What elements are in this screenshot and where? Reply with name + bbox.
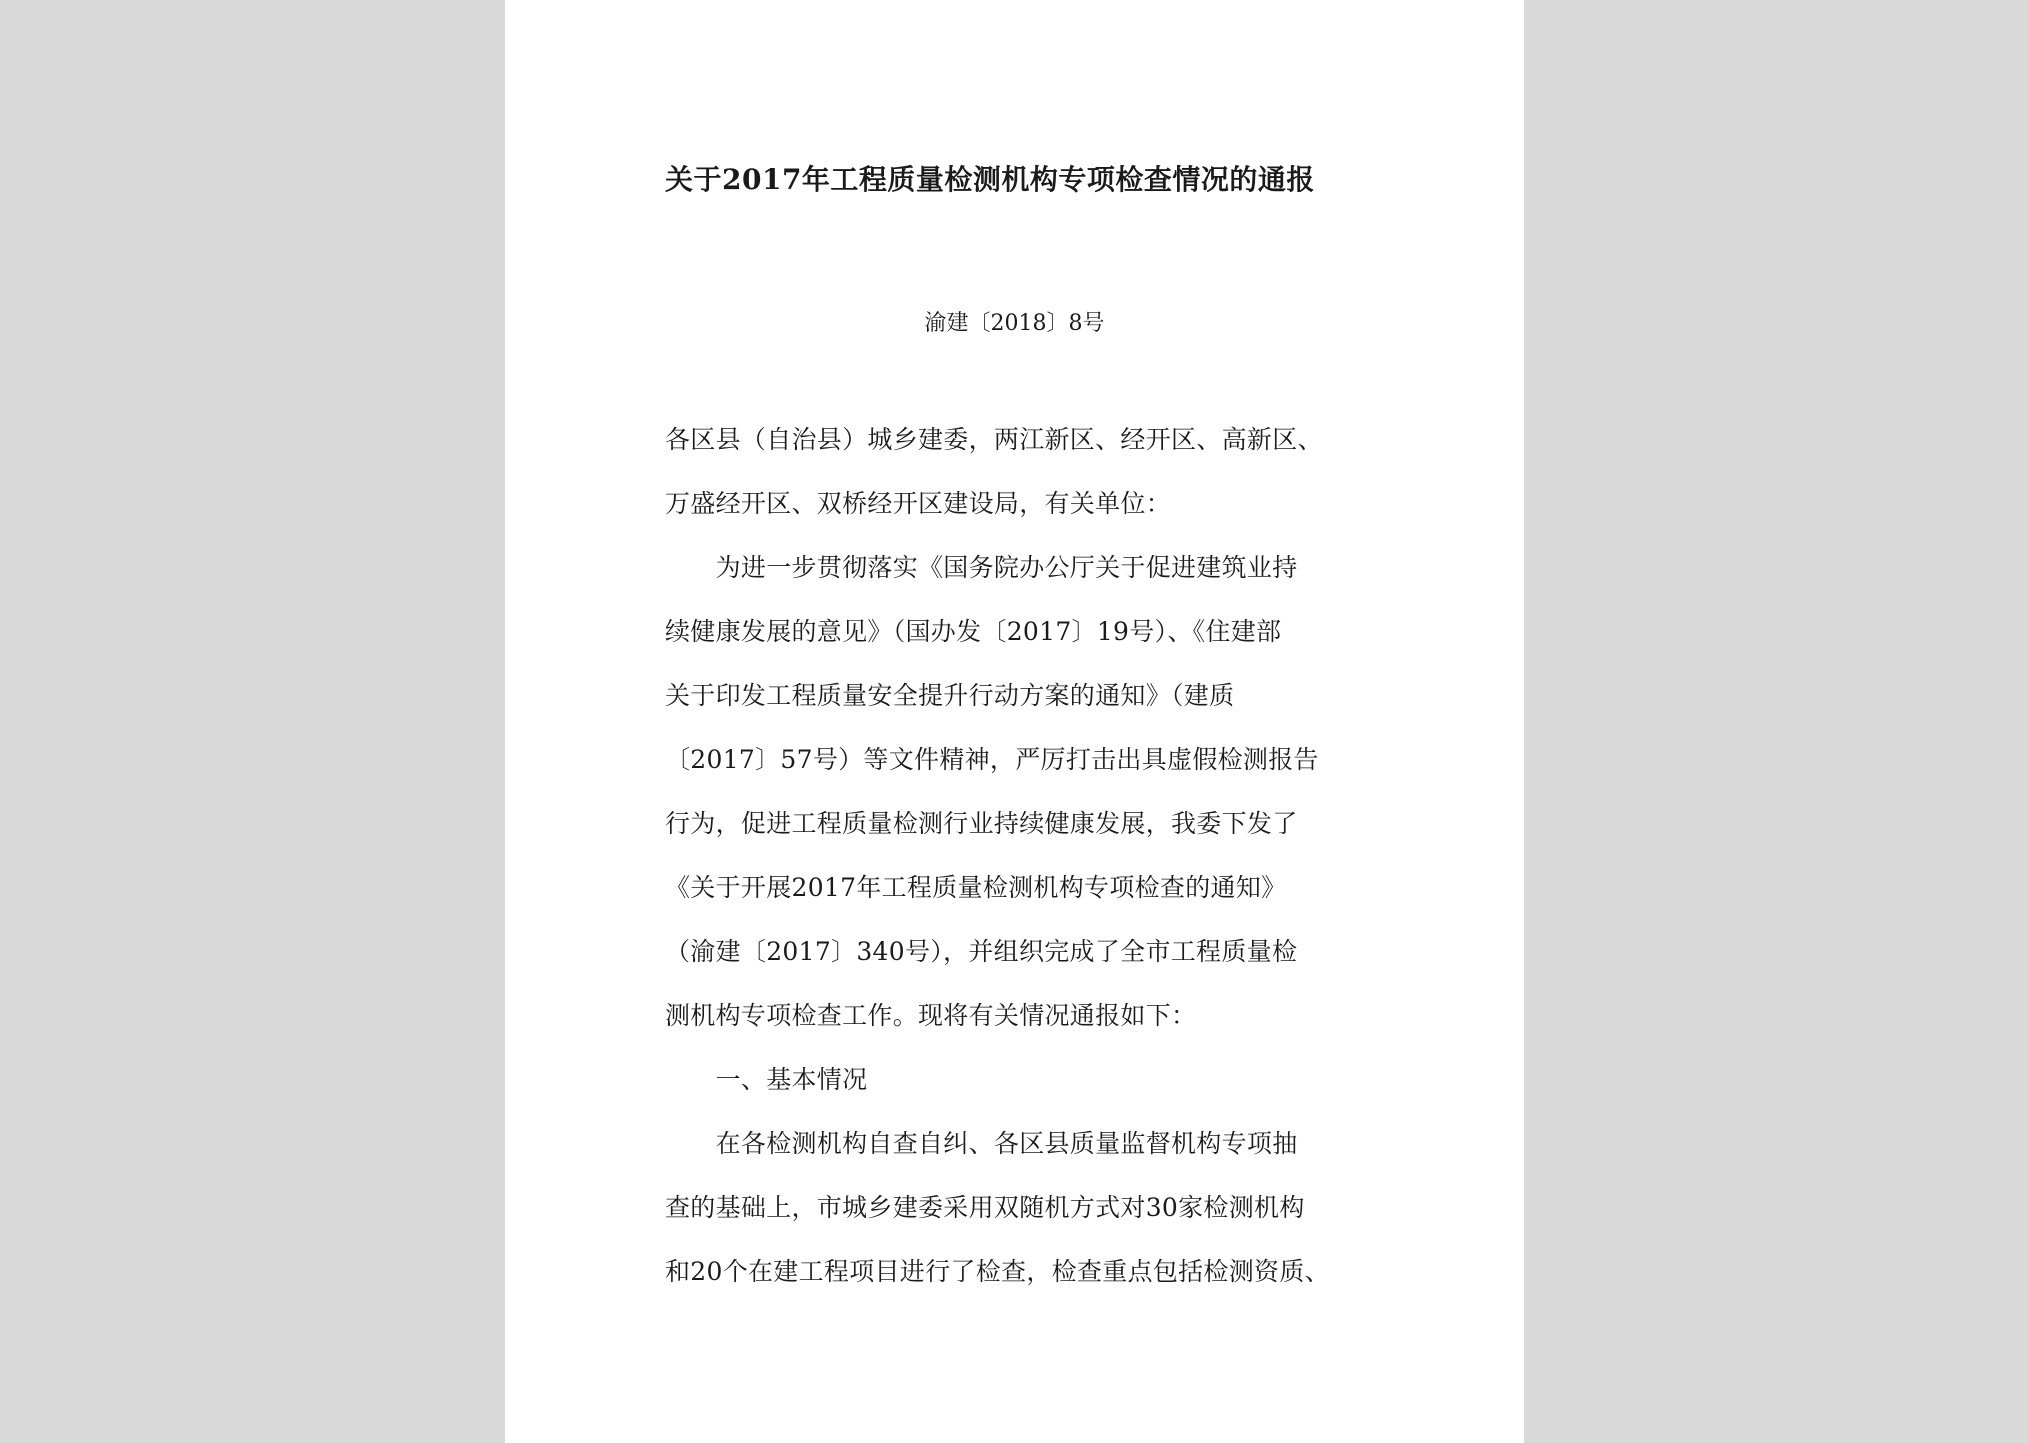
document-page	[505, 0, 1524, 1443]
body-line: 〔2017〕57号）等文件精神，严厉打击出具虚假检测报告	[665, 745, 1319, 774]
body-line: 查的基础上，市城乡建委采用双随机方式对30家检测机构	[665, 1193, 1305, 1222]
document-number: 渝建〔2018〕8号	[924, 311, 1105, 336]
body-line: 《关于开展2017年工程质量检测机构专项检查的通知》	[665, 873, 1287, 902]
body-line: 在各检测机构自查自纠、各区县质量监督机构专项抽	[665, 1129, 1298, 1158]
body-line: 各区县（自治县）城乡建委，两江新区、经开区、高新区、	[665, 425, 1323, 454]
body-line: 为进一步贯彻落实《国务院办公厅关于促进建筑业持	[665, 553, 1298, 582]
document-title: 关于2017年工程质量检测机构专项检查情况的通报	[665, 163, 1315, 196]
body-line: 测机构专项检查工作。现将有关情况通报如下：	[665, 1001, 1197, 1030]
section-heading: 一、基本情况	[665, 1065, 868, 1094]
body-line: 行为，促进工程质量检测行业持续健康发展，我委下发了	[665, 809, 1298, 838]
body-line: 和20个在建工程项目进行了检查，检查重点包括检测资质、	[665, 1257, 1330, 1286]
body-line: （渝建〔2017〕340号），并组织完成了全市工程质量检	[665, 937, 1298, 966]
body-line: 万盛经开区、双桥经开区建设局，有关单位：	[665, 489, 1172, 518]
body-line: 关于印发工程质量安全提升行动方案的通知》（建质	[665, 681, 1235, 710]
body-line: 续健康发展的意见》（国办发〔2017〕19号）、《住建部	[665, 617, 1282, 646]
